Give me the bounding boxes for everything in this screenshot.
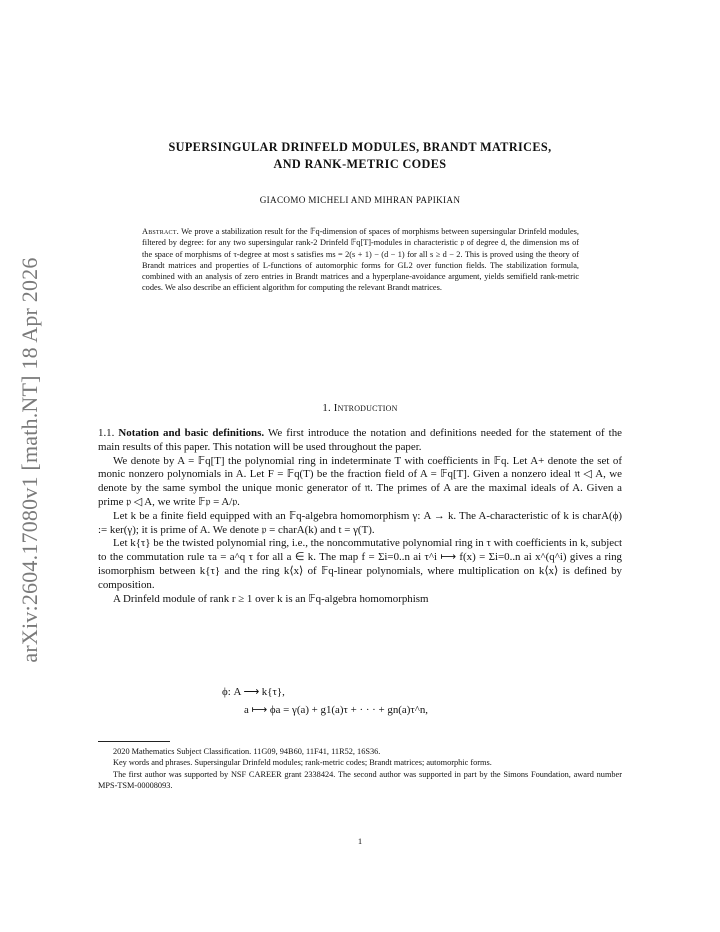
arxiv-stamp	[8, 250, 52, 670]
abstract-text: We prove a stabilization result for the 𝔽q-dimension of spaces of morphisms between supersingular Drinfeld modules, filtered by degree: for any two supersingular rank-2 Drinfeld 𝔽q[T]-modules in characteristic 𝔭 of degree d, the dimension ms of the space of morphisms of τ-degree at most s satisfies ms = 2(s + 1) − (d − 1) for all s ≥ d − 2. This is proved using the theory of Brandt matrices and properties of L-functions of automorphic forms for GL2 over function fields. The stabilization formula, combined with an analysis of zero entries in Brandt matrices and a hyperplane-avoidance argument, yields semifield rank-metric codes. We also describe an efficient algorithm for computing the relevant Brandt matrices.	[142, 227, 579, 293]
page-number: 1	[357, 836, 363, 846]
paper-authors: GIACOMO MICHELI AND MIHRAN PAPIKIAN	[259, 195, 461, 205]
equation-line-2: a ⟼ ϕa = γ(a) + g1(a)τ + · · · + gn(a)τ^n,	[244, 704, 429, 716]
paper-title	[100, 139, 620, 173]
footnotes	[98, 746, 622, 791]
title-line-2: AND RANK-METRIC CODES	[273, 157, 447, 171]
paragraph-characteristic: Let k be a finite field equipped with an 𝔽q-algebra homomorphism γ: A → k. The A-characteristic of k is charA(ϕ) := ker(γ); it is prime of A. We denote 𝔭 = charA(k) and t = γ(T).	[98, 509, 622, 536]
abstract-heading: Abstract.	[142, 227, 179, 236]
paragraph-drinfeld-definition: A Drinfeld module of rank r ≥ 1 over k is an 𝔽q-algebra homomorphism	[113, 592, 429, 605]
section-heading-text: 1. Introduction	[322, 402, 398, 414]
body-text	[98, 427, 622, 606]
paragraph-twisted-ring: Let k{τ} be the twisted polynomial ring, i.e., the noncommutative polynomial ring in τ with coefficients in k, subject to the commutation rule τa = a^q τ for all a ∈ k. The map f = Σi=0..n ai τ^i ⟼ f(x) = Σi=0..n ai x^(q^i) gives a ring isomorphism between k{τ} and the ring k⟨x⟩ of 𝔽q-linear polynomials, where multiplication on k⟨x⟩ is defined by composition.	[98, 537, 622, 591]
subsection-paragraph	[98, 427, 622, 455]
subsection-title: Notation and basic definitions.	[118, 427, 265, 439]
footnote-funding: The first author was supported by NSF CAREER grant 2338424. The second author was supported in part by the Simons Foundation, award number MPS-TSM-00008093.	[98, 769, 622, 790]
footnote-rule	[98, 741, 170, 742]
title-line-1: SUPERSINGULAR DRINFELD MODULES, BRANDT MATRICES,	[168, 140, 552, 154]
abstract	[142, 226, 579, 294]
subsection-number: 1.1.	[98, 427, 115, 439]
subsection-text: We first introduce the notation and definitions needed for the statement of the main results of this paper. This notation will be used throughout the paper.	[98, 427, 622, 453]
section-heading-introduction	[100, 402, 620, 414]
display-equation	[222, 683, 428, 719]
arxiv-stamp-text: arXiv:2604.17080v1 [math.NT] 18 Apr 2026	[17, 257, 42, 663]
equation-line-1: ϕ: A ⟶ k{τ},	[222, 686, 285, 698]
footnote-msc: 2020 Mathematics Subject Classification. 11G09, 94B60, 11F41, 11R52, 16S36.	[113, 747, 381, 756]
footnote-keywords: Key words and phrases. Supersingular Drinfeld modules; rank-metric codes; Brandt matrices; automorphic forms.	[113, 758, 492, 768]
paragraph-notation: We denote by A = 𝔽q[T] the polynomial ring in indeterminate T with coefficients in 𝔽q. Let A+ denote the set of monic nonzero polynomials in A. Let F = 𝔽q(T) be the fraction field of A = 𝔽q[T]. Given a nonzero ideal 𝔫 ◁ A, we denote by the same symbol the unique monic generator of 𝔫. The primes of A are the maximal ideals of A. Given a prime 𝔭 ◁ A, we write 𝔽𝔭 = A/𝔭.	[98, 454, 622, 508]
